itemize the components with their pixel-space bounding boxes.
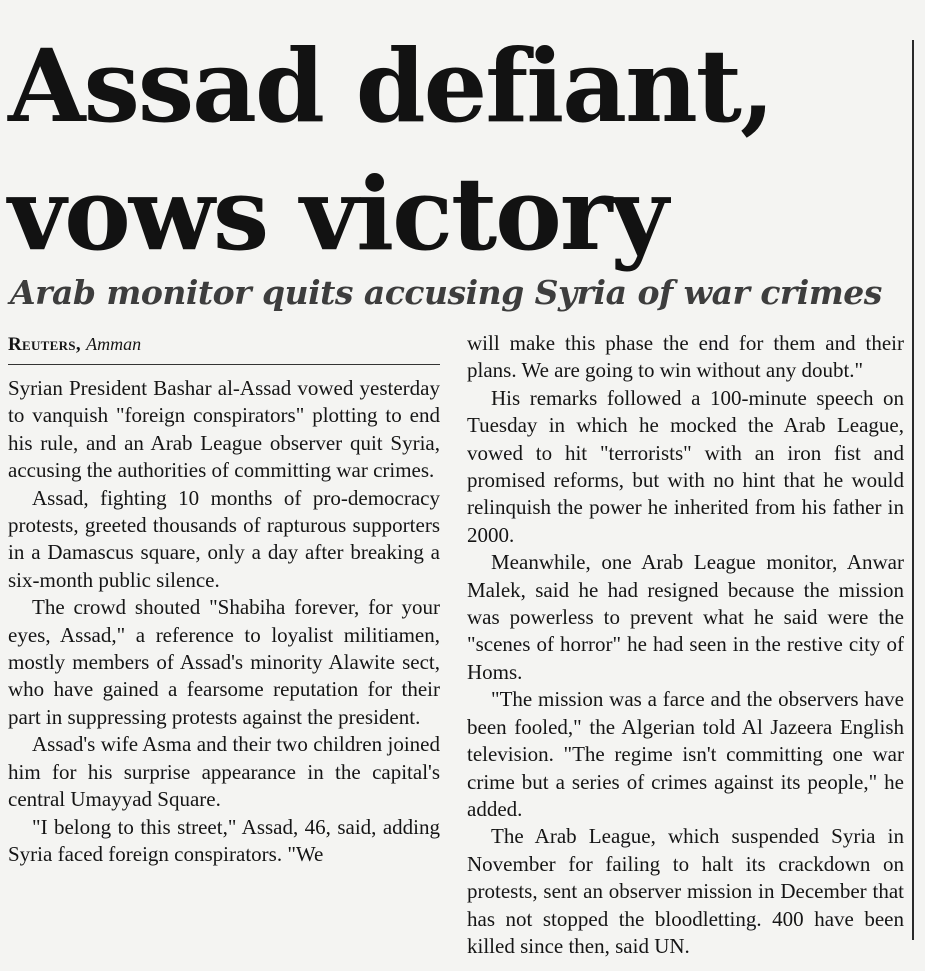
paragraph: "The mission was a farce and the observers have been fooled," the Algerian told Al Jazeera English television. "The regime isn't committing one war crime but a series of crimes against its people," he added. [467,687,904,821]
byline-location: Amman [86,334,142,354]
paragraph: His remarks followed a 100-minute speech on Tuesday in which he mocked the Arab League, vowed to hit "terrorists" with an iron fist and promised reforms, but with no hint that he would relinquish the power he inherited from his father in 2000. [467,385,904,547]
byline [8,330,440,365]
paragraph: Assad, fighting 10 months of pro-democracy protests, greeted thousands of rapturous supporters in a Damascus square, only a day after breaking a six-month public silence. [8,485,440,592]
paragraph: Meanwhile, one Arab League monitor, Anwar Malek, said he had resigned because the mission was powerless to prevent what he said were the "scenes of horror" he had seen in the restive city of Homs. [467,550,904,684]
paragraph: "I belong to this street," Assad, 46, said, adding Syria faced foreign conspirators. "We [8,814,440,866]
article-column-right [467,330,904,960]
paragraph: Assad's wife Asma and their two children joined him for his surprise appearance in the capital's central Umayyad Square. [8,732,440,812]
article-column-left [8,330,440,868]
byline-agency: Reuters, [8,334,81,355]
subheadline: Arab monitor quits accusing Syria of war crimes [10,273,882,312]
paragraph: The crowd shouted "Shabiha forever, for your eyes, Assad," a reference to loyalist militiamen, mostly members of Assad's minority Alawite sect, who have gained a fearsome reputation for their part in suppressing protests against the president. [8,595,440,729]
paragraph: The Arab League, which suspended Syria in November for failing to halt its crackdown on protests, sent an observer mission in December that has not stopped the bloodletting. 400 have been killed since then, said UN. [467,824,904,958]
headline [8,22,773,278]
headline-line-1: Assad defiant, [8,27,773,145]
headline-line-2: vows victory [8,155,667,273]
column-rule [912,40,914,940]
paragraph: will make this phase the end for them and their plans. We are going to win without any doubt." [467,331,904,383]
paragraph: Syrian President Bashar al-Assad vowed yesterday to vanquish "foreign conspirators" plotting to end his rule, and an Arab League observer quit Syria, accusing the authorities of committing war crimes. [8,376,440,483]
